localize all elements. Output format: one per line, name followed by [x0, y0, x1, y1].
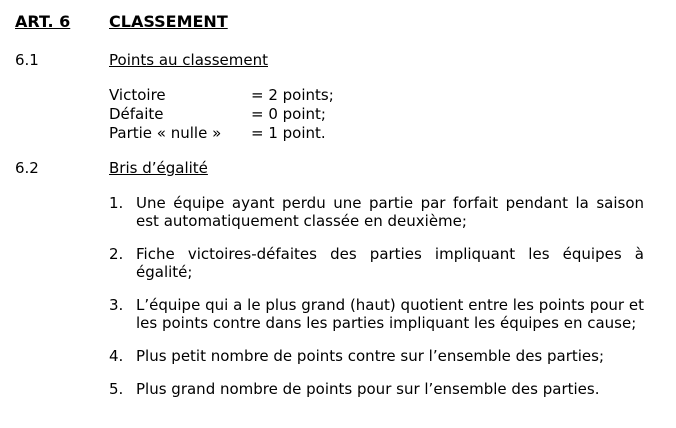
list-item: [109, 380, 644, 398]
list-item: [109, 194, 644, 230]
list-item: [109, 347, 644, 365]
section-number: 6.1: [15, 51, 39, 69]
list-item-number: 4.: [109, 347, 124, 365]
points-label: Défaite: [109, 105, 164, 123]
article-number: ART. 6: [15, 12, 71, 31]
list-item: [109, 296, 644, 332]
list-item-number: 5.: [109, 380, 124, 398]
points-label: Victoire: [109, 86, 166, 104]
list-item-number: 2.: [109, 245, 124, 263]
list-item: [109, 245, 644, 281]
section-title: Bris d’égalité: [109, 159, 208, 177]
list-item-text: L’équipe qui a le plus grand (haut) quotient entre les points pour et les points contre dans les parties impliquant les équipes en cause;: [136, 296, 644, 332]
list-item-text: Fiche victoires-défaites des parties impliquant les équipes à égalité;: [136, 245, 644, 281]
tiebreak-list: [109, 194, 644, 413]
list-item-number: 3.: [109, 296, 124, 314]
points-label: Partie « nulle »: [109, 124, 222, 142]
points-value: = 1 point.: [251, 124, 326, 142]
list-item-number: 1.: [109, 194, 124, 212]
list-item-text: Une équipe ayant perdu une partie par forfait pendant la saison est automatiquement classée en deuxième;: [136, 194, 644, 230]
section-number: 6.2: [15, 159, 39, 177]
article-title: CLASSEMENT: [109, 12, 228, 31]
points-value: = 2 points;: [251, 86, 334, 104]
section-title: Points au classement: [109, 51, 268, 69]
list-item-text: Plus petit nombre de points contre sur l’ensemble des parties;: [136, 347, 605, 365]
list-item-text: Plus grand nombre de points pour sur l’ensemble des parties.: [136, 380, 600, 398]
points-value: = 0 point;: [251, 105, 326, 123]
